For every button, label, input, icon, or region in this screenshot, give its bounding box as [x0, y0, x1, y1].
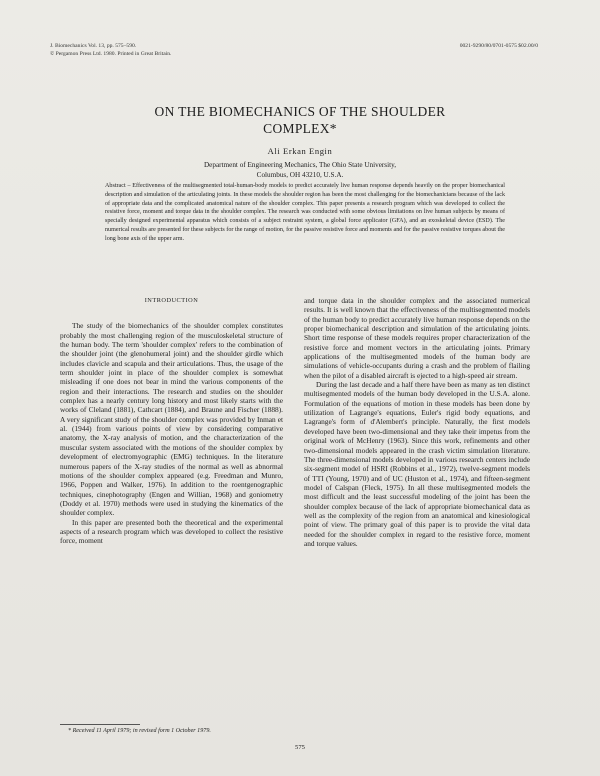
article-title-line1: ON THE BIOMECHANICS OF THE SHOULDER: [154, 104, 446, 119]
affiliation-line1: Department of Engineering Mechanics, The Ohio State University,: [203, 161, 396, 169]
affiliation-line2: Columbus, OH 43210, U.S.A.: [256, 171, 344, 179]
author-name: Ali Erkan Engin: [267, 146, 333, 156]
affiliation: [110, 160, 490, 180]
article-title-line2: COMPLEX*: [263, 121, 337, 136]
paragraph: The study of the biomechanics of the shoulder complex constitutes probably the most challenging region of the musculoskeletal structure of the human body. The term 'shoulder complex' refers to the combination of the shoulder joint (the glenohumeral joint) and the shoulder girdle which includes clavicle and scapula and their articulations. Thus, the usage of the term shoulder joint in place of the shoulder complex is somewhat misleading if one does not bear in mind the various components of the region and their interactions. The research and studies on the shoulder complex has a nearly century long history and most likely starts with the works of Cleland (1881), Cathcart (1884), and Braune and Fischer (1888). A very significant study of the shoulder complex was provided by Inman et al. (1944) from various points of view by considering comparative anatomy, the X-ray analysis of motion, and the characterization of the muscular system associated with the motions of the shoulder complex by development of electromyographic (EMG) techniques. In the literature numerous papers of the X-ray studies of the normal as well as abnormal motions of the shoulder complex appeared (e.g. Freedman and Munro, 1966, Poppen and Walker, 1976). In addition to the roentgenographic techniques, cinephotography (Engen and Willian, 1968) and goniometry (Doddy et al. 1970) methods were used in studying the kinematics of the shoulder complex.: [60, 321, 283, 518]
left-column: [60, 296, 283, 546]
article-title: [80, 103, 520, 137]
journal-code: 0021-9290/80/0701-0575 $02.00/0: [459, 43, 538, 49]
journal-citation-line2: © Pergamon Press Ltd. 1980. Printed in Great Britain.: [50, 51, 172, 57]
journal-citation: [50, 42, 171, 58]
paragraph: and torque data in the shoulder complex and the associated numerical results. It is well known that the effectiveness of the multisegmented models of the human body to predict accurately live human response depends on the proper biomechanical description and simulation of the articulating joints. Short time response of these models requires proper characterization of the resistive force and moment vectors in the articulating joints. Primary applications of the multisegmented models of the human body are simulations of vehicle-occupants during a crash and the problem of flailing when the pilot of a disabled aircraft is ejected to a high-speed air stream.: [304, 296, 530, 380]
right-column: [304, 296, 530, 548]
footnote: * Received 11 April 1979; in revised form 1 October 1979.: [68, 728, 211, 734]
journal-citation-line1: J. Biomechanics Vol. 13, pp. 575–590.: [50, 43, 137, 49]
footnote-divider: [60, 724, 140, 725]
section-heading-introduction: INTRODUCTION: [144, 297, 199, 304]
page-number: 575: [295, 744, 305, 751]
abstract: Abstract – Effectiveness of the multisegmented total-human-body models to predict accurately live human response depends heavily on the proper biomechanical description and simulation of the articulating joints. In these models the shoulder region has been the most challenging for the biomechanicians because of the lack of appropriate data and the complicated anatomical nature of the shoulder complex. This paper presents a research program which was developed to collect the resistive force, moment and torque data in the shoulder complex. The research was conducted with some obvious limitations on live human subjects by means of specially designed experimental apparatus which consists of a subject restraint system, a global force applicator (GFA), and an exoskeletal device (ESD). The numerical results are presented for these subjects for the range of motion, for the passive resistive force and moments and for the passive resistive torques about the long bone axis of the upper arm.: [105, 183, 505, 242]
paragraph: In this paper are presented both the theoretical and the experimental aspects of a research program which was developed to collect the resistive force, moment: [60, 517, 283, 546]
paragraph: During the last decade and a half there have been as many as ten distinct multisegmented models of the human body developed in the U.S.A. alone. Formulation of the equations of motion in these models has been done by utilization of Lagrange's equations, Euler's rigid body equations, and Lagrange's form of d'Alembert's principle. Naturally, the first models developed have been two-dimensional and they take their impetus from the original work of McHenry (1963). Since this work, refinements and other two-dimensional models appeared in the crash victim simulation literature. The three-dimensional models developed in various research centers include six-segment model of HSRI (Robbins et al., 1972), twelve-segment models of TTI (Young, 1970) and of UC (Huston et al., 1974), and fifteen-segment model of Calspan (Fleck, 1975). In all these multisegmented models the most difficult and the least successful modeling of the joint has been the shoulder complex because of the lack of appropriate biomechanical data as well as the complexity of the region from an anatomical and kinesiological point of view. The primary goal of this paper is to provide the vital data needed for the shoulder complex in regard to the resistive force, moment and torque values.: [304, 380, 530, 548]
